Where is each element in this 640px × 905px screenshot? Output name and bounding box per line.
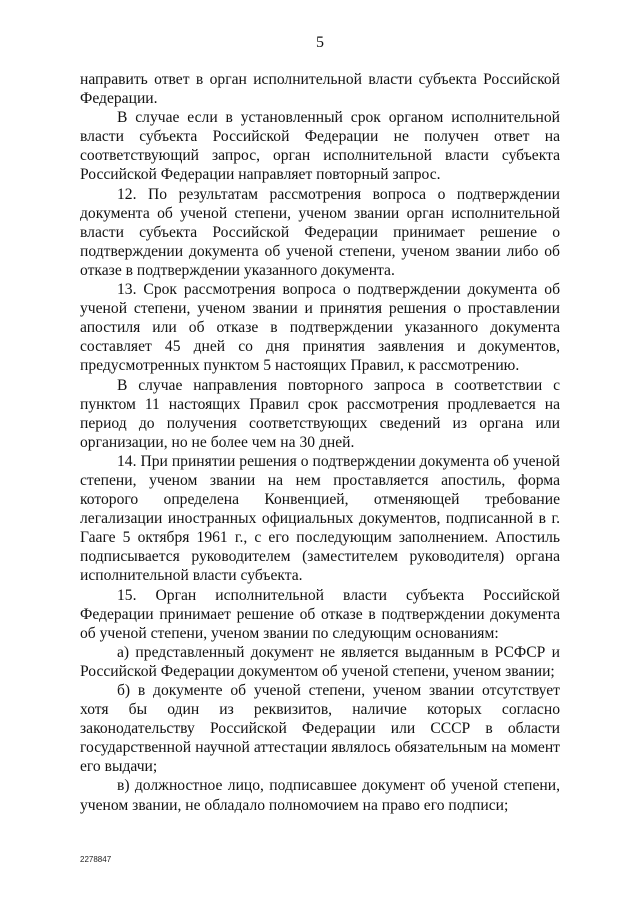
paragraph-subitem-b: б) в документе об ученой степени, ученом звании отсутствует хотя бы один из реквизитов, наличие которых согласно законодательству Российской Федерации или СССР в области государственной научной аттестации являлось обязательным на момент его выдачи; xyxy=(80,682,560,776)
document-body xyxy=(80,70,560,815)
paragraph-item-13: 13. Срок рассмотрения вопроса о подтверждении документа об ученой степени, ученом звании и принятия решения о проставлении апостиля или об отказе в подтверждении указанного документа составляет 45 дней со дня принятия заявления и документов, предусмотренных пунктом 5 настоящих Правил, к рассмотрению. xyxy=(80,281,560,375)
paragraph-item-15: 15. Орган исполнительной власти субъекта Российской Федерации принимает решение об отказе в подтверждении документа об ученой степени, ученом звании по следующим основаниям: xyxy=(80,586,560,642)
paragraph-continuation: направить ответ в орган исполнительной власти субъекта Российской Федерации. xyxy=(80,71,560,108)
paragraph-extension: В случае направления повторного запроса в соответствии с пунктом 11 настоящих Правил срок рассмотрения продлевается на период до получения соответствующих сведений из органа или организации, но не более чем на 30 дней. xyxy=(80,376,560,451)
paragraph-subitem-a: а) представленный документ не является выданным в РСФСР и Российской Федерации документом об ученой степени, ученом звании; xyxy=(80,643,560,680)
paragraph-subitem-v: в) должностное лицо, подписавшее документ об ученой степени, ученом звании, не обладало полномочием на право его подписи; xyxy=(80,777,560,814)
page-number: 5 xyxy=(316,34,324,51)
footer-document-code: 2278847 xyxy=(80,855,112,864)
paragraph-repeat-request: В случае если в установленный срок органом исполнительной власти субъекта Российской Федерации не получен ответ на соответствующий запрос, орган исполнительной власти субъекта Российской Федерации направляет повторный запрос. xyxy=(80,109,560,184)
paragraph-item-12: 12. По результатам рассмотрения вопроса о подтверждении документа об ученой степени, ученом звании орган исполнительной власти субъекта Российской Федерации принимает решение о подтверждении документа об ученой степени, ученом звании либо об отказе в подтверждении указанного документа. xyxy=(80,185,560,279)
paragraph-item-14: 14. При принятии решения о подтверждении документа об ученой степени, ученом звании на нем проставляется апостиль, форма которого определена Конвенцией, отменяющей требование легализации иностранных официальных документов, подписанной в г. Гааге 5 октября 1961 г., с его последующим заполнением. Апостиль подписывается руководителем (заместителем руководителя) органа исполнительной власти субъекта. xyxy=(80,452,560,585)
